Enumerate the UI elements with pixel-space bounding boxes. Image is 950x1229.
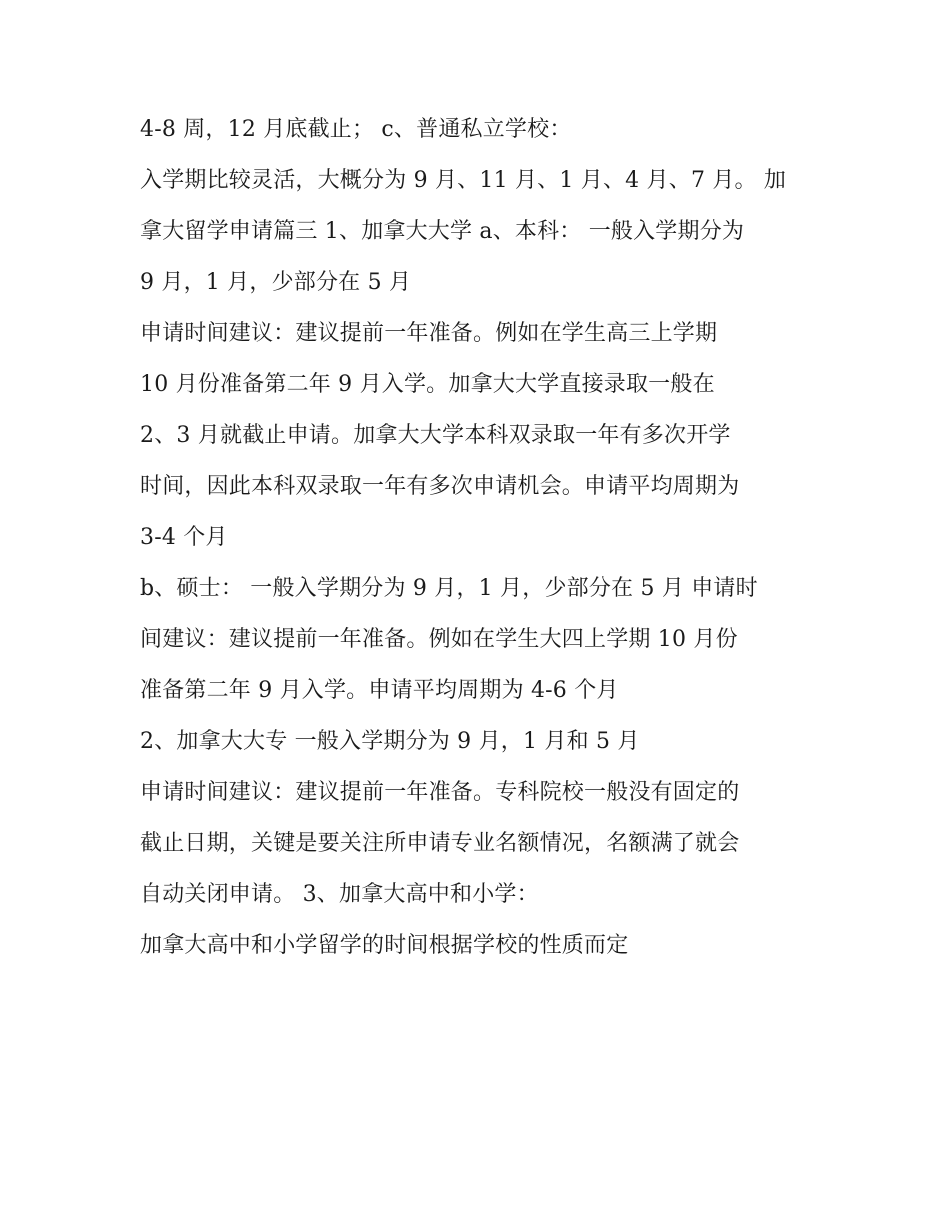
text-line: 申请时间建议：建议提前一年准备。专科院校一般没有固定的 xyxy=(140,780,740,805)
text-line: 入学期比较灵活，大概分为 9 月、11 月、1 月、4 月、7 月。 加 xyxy=(140,168,787,193)
text-line: 9 月，1 月，少部分在 5 月 xyxy=(140,270,412,295)
text-line: 申请时间建议：建议提前一年准备。例如在学生高三上学期 xyxy=(140,321,718,346)
text-line: b、硕士： 一般入学期分为 9 月，1 月，少部分在 5 月 申请时 xyxy=(140,576,758,601)
text-line: 拿大留学申请篇三 1、加拿大大学 a、本科： 一般入学期分为 xyxy=(140,219,745,244)
text-line: 准备第二年 9 月入学。申请平均周期为 4-6 个月 xyxy=(140,678,619,703)
text-line: 间建议：建议提前一年准备。例如在学生大四上学期 10 月份 xyxy=(140,627,738,652)
text-line: 2、3 月就截止申请。加拿大大学本科双录取一年有多次开学 xyxy=(140,423,731,448)
text-line: 加拿大高中和小学留学的时间根据学校的性质而定 xyxy=(140,933,629,958)
text-line: 4-8 周，12 月底截止； c、普通私立学校： xyxy=(140,117,572,142)
text-line: 自动关闭申请。 3、加拿大高中和小学： xyxy=(140,882,539,907)
text-line: 截止日期，关键是要关注所申请专业名额情况，名额满了就会 xyxy=(140,831,740,856)
document-body xyxy=(140,108,830,975)
text-line: 10 月份准备第二年 9 月入学。加拿大大学直接录取一般在 xyxy=(140,372,715,397)
text-line: 3-4 个月 xyxy=(140,525,228,550)
text-line: 2、加拿大大专 一般入学期分为 9 月，1 月和 5 月 xyxy=(140,729,640,754)
text-line: 时间，因此本科双录取一年有多次申请机会。申请平均周期为 xyxy=(140,474,740,499)
